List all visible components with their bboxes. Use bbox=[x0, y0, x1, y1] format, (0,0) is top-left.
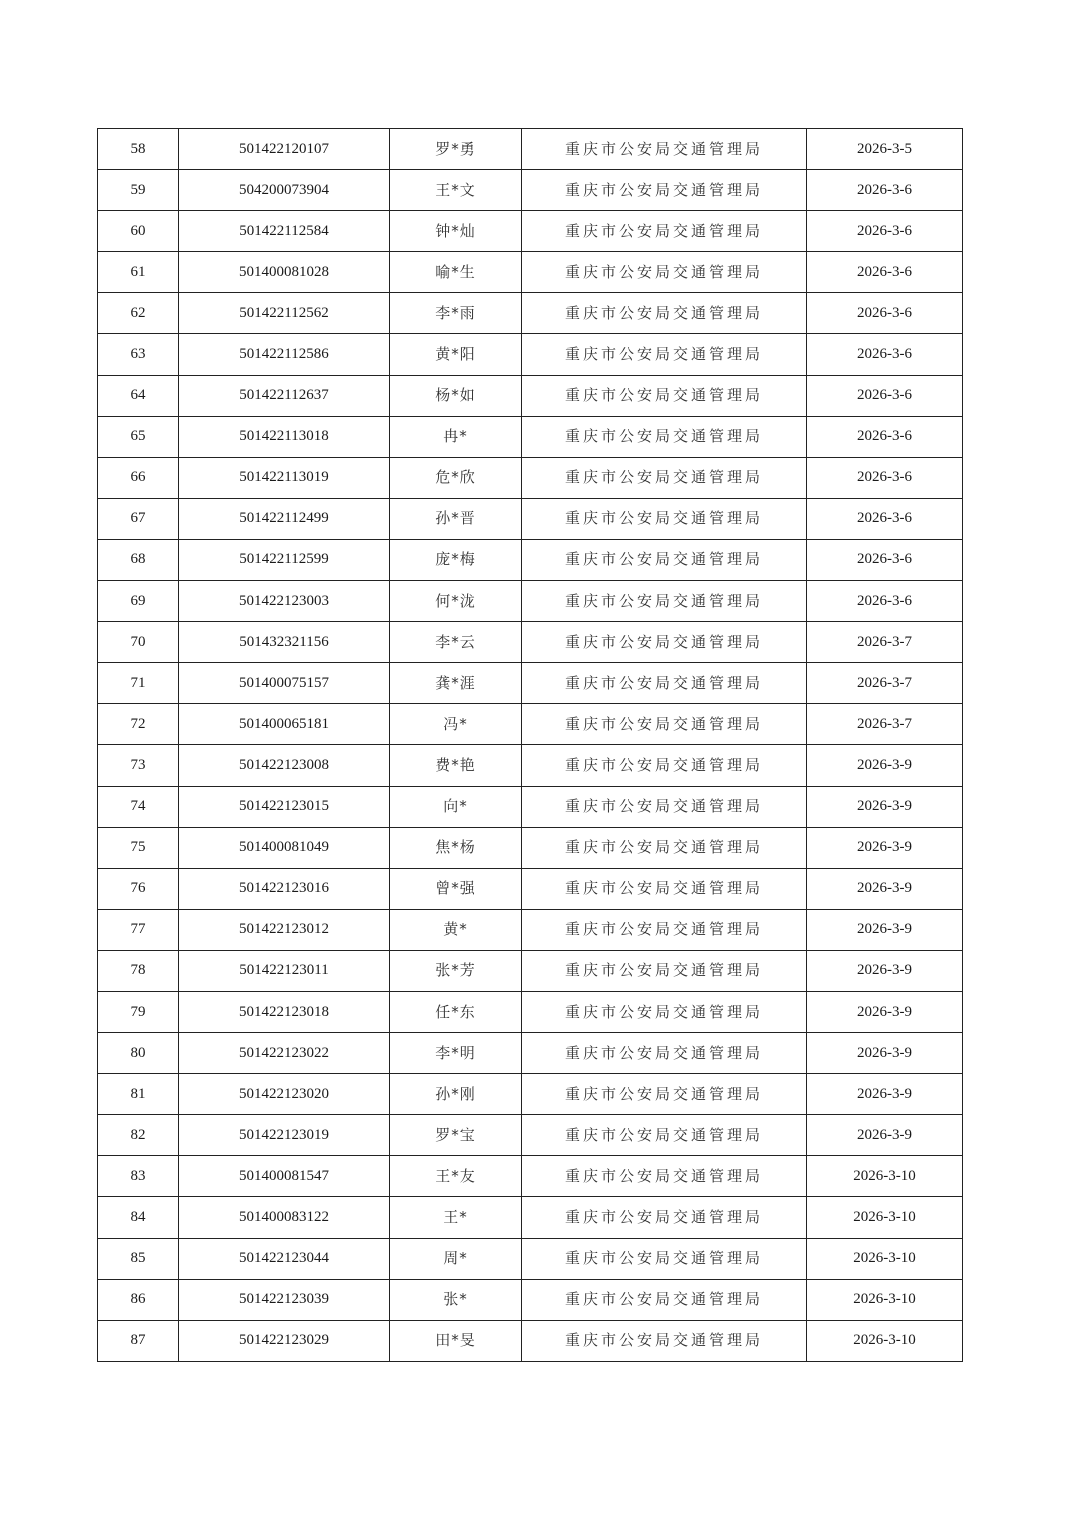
table-row bbox=[98, 909, 963, 950]
issuing-authority-cell: 重庆市公安局交通管理局 bbox=[522, 581, 807, 622]
person-name-cell: 周* bbox=[390, 1238, 522, 1279]
issuing-authority-cell: 重庆市公安局交通管理局 bbox=[522, 375, 807, 416]
person-name-cell: 黄* bbox=[390, 909, 522, 950]
license-number-cell: 504200073904 bbox=[179, 170, 390, 211]
person-name-cell: 李*明 bbox=[390, 1033, 522, 1074]
person-name-cell: 喻*生 bbox=[390, 252, 522, 293]
person-name-cell: 张* bbox=[390, 1279, 522, 1320]
row-number-cell: 61 bbox=[98, 252, 179, 293]
date-cell: 2026-3-9 bbox=[807, 786, 963, 827]
person-name-cell: 费*艳 bbox=[390, 745, 522, 786]
row-number-cell: 77 bbox=[98, 909, 179, 950]
date-cell: 2026-3-10 bbox=[807, 1156, 963, 1197]
license-number-cell: 501422112586 bbox=[179, 334, 390, 375]
date-cell: 2026-3-9 bbox=[807, 950, 963, 991]
table-row bbox=[98, 745, 963, 786]
license-number-cell: 501422113018 bbox=[179, 416, 390, 457]
row-number-cell: 68 bbox=[98, 539, 179, 580]
table-row bbox=[98, 375, 963, 416]
table-row bbox=[98, 868, 963, 909]
table-row bbox=[98, 211, 963, 252]
date-cell: 2026-3-9 bbox=[807, 868, 963, 909]
table-row bbox=[98, 1115, 963, 1156]
row-number-cell: 63 bbox=[98, 334, 179, 375]
table-row bbox=[98, 581, 963, 622]
person-name-cell: 黄*阳 bbox=[390, 334, 522, 375]
issuing-authority-cell: 重庆市公安局交通管理局 bbox=[522, 1279, 807, 1320]
issuing-authority-cell: 重庆市公安局交通管理局 bbox=[522, 622, 807, 663]
person-name-cell: 田*旻 bbox=[390, 1320, 522, 1361]
issuing-authority-cell: 重庆市公安局交通管理局 bbox=[522, 1033, 807, 1074]
license-number-cell: 501422123016 bbox=[179, 868, 390, 909]
issuing-authority-cell: 重庆市公安局交通管理局 bbox=[522, 457, 807, 498]
issuing-authority-cell: 重庆市公安局交通管理局 bbox=[522, 745, 807, 786]
license-number-cell: 501422123019 bbox=[179, 1115, 390, 1156]
table-row bbox=[98, 1033, 963, 1074]
row-number-cell: 80 bbox=[98, 1033, 179, 1074]
issuing-authority-cell: 重庆市公安局交通管理局 bbox=[522, 909, 807, 950]
date-cell: 2026-3-10 bbox=[807, 1238, 963, 1279]
row-number-cell: 71 bbox=[98, 663, 179, 704]
date-cell: 2026-3-6 bbox=[807, 498, 963, 539]
person-name-cell: 危*欣 bbox=[390, 457, 522, 498]
issuing-authority-cell: 重庆市公安局交通管理局 bbox=[522, 539, 807, 580]
table-row bbox=[98, 170, 963, 211]
license-number-cell: 501422123044 bbox=[179, 1238, 390, 1279]
row-number-cell: 69 bbox=[98, 581, 179, 622]
table-row bbox=[98, 1197, 963, 1238]
date-cell: 2026-3-9 bbox=[807, 1115, 963, 1156]
date-cell: 2026-3-7 bbox=[807, 704, 963, 745]
table-row bbox=[98, 1320, 963, 1361]
person-name-cell: 龚*涯 bbox=[390, 663, 522, 704]
table-row bbox=[98, 1074, 963, 1115]
date-cell: 2026-3-10 bbox=[807, 1279, 963, 1320]
issuing-authority-cell: 重庆市公安局交通管理局 bbox=[522, 991, 807, 1032]
license-number-cell: 501400065181 bbox=[179, 704, 390, 745]
date-cell: 2026-3-9 bbox=[807, 1033, 963, 1074]
person-name-cell: 王* bbox=[390, 1197, 522, 1238]
person-name-cell: 李*云 bbox=[390, 622, 522, 663]
records-table bbox=[97, 128, 963, 1362]
table-row bbox=[98, 129, 963, 170]
date-cell: 2026-3-6 bbox=[807, 375, 963, 416]
person-name-cell: 任*东 bbox=[390, 991, 522, 1032]
table-row bbox=[98, 457, 963, 498]
issuing-authority-cell: 重庆市公安局交通管理局 bbox=[522, 252, 807, 293]
license-number-cell: 501400083122 bbox=[179, 1197, 390, 1238]
issuing-authority-cell: 重庆市公安局交通管理局 bbox=[522, 211, 807, 252]
date-cell: 2026-3-6 bbox=[807, 170, 963, 211]
row-number-cell: 82 bbox=[98, 1115, 179, 1156]
table-row bbox=[98, 252, 963, 293]
date-cell: 2026-3-7 bbox=[807, 622, 963, 663]
table-row bbox=[98, 704, 963, 745]
row-number-cell: 65 bbox=[98, 416, 179, 457]
issuing-authority-cell: 重庆市公安局交通管理局 bbox=[522, 1238, 807, 1279]
person-name-cell: 王*文 bbox=[390, 170, 522, 211]
license-number-cell: 501422123012 bbox=[179, 909, 390, 950]
date-cell: 2026-3-9 bbox=[807, 991, 963, 1032]
license-number-cell: 501422112499 bbox=[179, 498, 390, 539]
person-name-cell: 向* bbox=[390, 786, 522, 827]
date-cell: 2026-3-5 bbox=[807, 129, 963, 170]
table-row bbox=[98, 991, 963, 1032]
row-number-cell: 78 bbox=[98, 950, 179, 991]
license-number-cell: 501422123022 bbox=[179, 1033, 390, 1074]
table-row bbox=[98, 416, 963, 457]
license-number-cell: 501422123008 bbox=[179, 745, 390, 786]
row-number-cell: 85 bbox=[98, 1238, 179, 1279]
person-name-cell: 王*友 bbox=[390, 1156, 522, 1197]
license-number-cell: 501422123011 bbox=[179, 950, 390, 991]
date-cell: 2026-3-7 bbox=[807, 663, 963, 704]
issuing-authority-cell: 重庆市公安局交通管理局 bbox=[522, 293, 807, 334]
license-number-cell: 501432321156 bbox=[179, 622, 390, 663]
row-number-cell: 58 bbox=[98, 129, 179, 170]
table-row bbox=[98, 539, 963, 580]
person-name-cell: 孙*晋 bbox=[390, 498, 522, 539]
license-number-cell: 501422123015 bbox=[179, 786, 390, 827]
license-number-cell: 501422120107 bbox=[179, 129, 390, 170]
license-number-cell: 501422123020 bbox=[179, 1074, 390, 1115]
issuing-authority-cell: 重庆市公安局交通管理局 bbox=[522, 170, 807, 211]
row-number-cell: 81 bbox=[98, 1074, 179, 1115]
row-number-cell: 75 bbox=[98, 827, 179, 868]
person-name-cell: 杨*如 bbox=[390, 375, 522, 416]
license-number-cell: 501422112562 bbox=[179, 293, 390, 334]
issuing-authority-cell: 重庆市公安局交通管理局 bbox=[522, 1115, 807, 1156]
person-name-cell: 钟*灿 bbox=[390, 211, 522, 252]
license-number-cell: 501422112584 bbox=[179, 211, 390, 252]
table-row bbox=[98, 334, 963, 375]
records-table-body bbox=[98, 129, 963, 1362]
issuing-authority-cell: 重庆市公安局交通管理局 bbox=[522, 416, 807, 457]
row-number-cell: 76 bbox=[98, 868, 179, 909]
person-name-cell: 李*雨 bbox=[390, 293, 522, 334]
license-number-cell: 501422123029 bbox=[179, 1320, 390, 1361]
license-number-cell: 501422112637 bbox=[179, 375, 390, 416]
license-number-cell: 501400081028 bbox=[179, 252, 390, 293]
table-row bbox=[98, 786, 963, 827]
row-number-cell: 62 bbox=[98, 293, 179, 334]
date-cell: 2026-3-9 bbox=[807, 1074, 963, 1115]
license-number-cell: 501422123018 bbox=[179, 991, 390, 1032]
date-cell: 2026-3-6 bbox=[807, 334, 963, 375]
date-cell: 2026-3-9 bbox=[807, 827, 963, 868]
issuing-authority-cell: 重庆市公安局交通管理局 bbox=[522, 1156, 807, 1197]
table-row bbox=[98, 1238, 963, 1279]
date-cell: 2026-3-6 bbox=[807, 539, 963, 580]
person-name-cell: 孙*刚 bbox=[390, 1074, 522, 1115]
issuing-authority-cell: 重庆市公安局交通管理局 bbox=[522, 663, 807, 704]
license-number-cell: 501400081049 bbox=[179, 827, 390, 868]
issuing-authority-cell: 重庆市公安局交通管理局 bbox=[522, 129, 807, 170]
date-cell: 2026-3-10 bbox=[807, 1197, 963, 1238]
issuing-authority-cell: 重庆市公安局交通管理局 bbox=[522, 334, 807, 375]
license-number-cell: 501400075157 bbox=[179, 663, 390, 704]
person-name-cell: 冉* bbox=[390, 416, 522, 457]
row-number-cell: 84 bbox=[98, 1197, 179, 1238]
row-number-cell: 72 bbox=[98, 704, 179, 745]
person-name-cell: 何*泷 bbox=[390, 581, 522, 622]
table-row bbox=[98, 827, 963, 868]
date-cell: 2026-3-6 bbox=[807, 211, 963, 252]
table-row bbox=[98, 293, 963, 334]
license-number-cell: 501422113019 bbox=[179, 457, 390, 498]
table-row bbox=[98, 1156, 963, 1197]
date-cell: 2026-3-10 bbox=[807, 1320, 963, 1361]
table-row bbox=[98, 950, 963, 991]
person-name-cell: 张*芳 bbox=[390, 950, 522, 991]
row-number-cell: 79 bbox=[98, 991, 179, 1032]
issuing-authority-cell: 重庆市公安局交通管理局 bbox=[522, 950, 807, 991]
issuing-authority-cell: 重庆市公安局交通管理局 bbox=[522, 868, 807, 909]
person-name-cell: 庞*梅 bbox=[390, 539, 522, 580]
date-cell: 2026-3-6 bbox=[807, 416, 963, 457]
license-number-cell: 501422123003 bbox=[179, 581, 390, 622]
issuing-authority-cell: 重庆市公安局交通管理局 bbox=[522, 704, 807, 745]
row-number-cell: 67 bbox=[98, 498, 179, 539]
row-number-cell: 64 bbox=[98, 375, 179, 416]
license-number-cell: 501422123039 bbox=[179, 1279, 390, 1320]
issuing-authority-cell: 重庆市公安局交通管理局 bbox=[522, 1074, 807, 1115]
table-row bbox=[98, 663, 963, 704]
date-cell: 2026-3-6 bbox=[807, 581, 963, 622]
issuing-authority-cell: 重庆市公安局交通管理局 bbox=[522, 498, 807, 539]
row-number-cell: 86 bbox=[98, 1279, 179, 1320]
person-name-cell: 冯* bbox=[390, 704, 522, 745]
issuing-authority-cell: 重庆市公安局交通管理局 bbox=[522, 1197, 807, 1238]
row-number-cell: 83 bbox=[98, 1156, 179, 1197]
license-number-cell: 501422112599 bbox=[179, 539, 390, 580]
person-name-cell: 罗*宝 bbox=[390, 1115, 522, 1156]
person-name-cell: 曾*强 bbox=[390, 868, 522, 909]
person-name-cell: 焦*杨 bbox=[390, 827, 522, 868]
license-number-cell: 501400081547 bbox=[179, 1156, 390, 1197]
table-row bbox=[98, 498, 963, 539]
row-number-cell: 70 bbox=[98, 622, 179, 663]
table-row bbox=[98, 1279, 963, 1320]
issuing-authority-cell: 重庆市公安局交通管理局 bbox=[522, 786, 807, 827]
issuing-authority-cell: 重庆市公安局交通管理局 bbox=[522, 1320, 807, 1361]
date-cell: 2026-3-9 bbox=[807, 745, 963, 786]
row-number-cell: 73 bbox=[98, 745, 179, 786]
row-number-cell: 74 bbox=[98, 786, 179, 827]
row-number-cell: 59 bbox=[98, 170, 179, 211]
date-cell: 2026-3-6 bbox=[807, 252, 963, 293]
table-row bbox=[98, 622, 963, 663]
row-number-cell: 66 bbox=[98, 457, 179, 498]
row-number-cell: 60 bbox=[98, 211, 179, 252]
date-cell: 2026-3-6 bbox=[807, 293, 963, 334]
date-cell: 2026-3-9 bbox=[807, 909, 963, 950]
person-name-cell: 罗*勇 bbox=[390, 129, 522, 170]
date-cell: 2026-3-6 bbox=[807, 457, 963, 498]
row-number-cell: 87 bbox=[98, 1320, 179, 1361]
issuing-authority-cell: 重庆市公安局交通管理局 bbox=[522, 827, 807, 868]
